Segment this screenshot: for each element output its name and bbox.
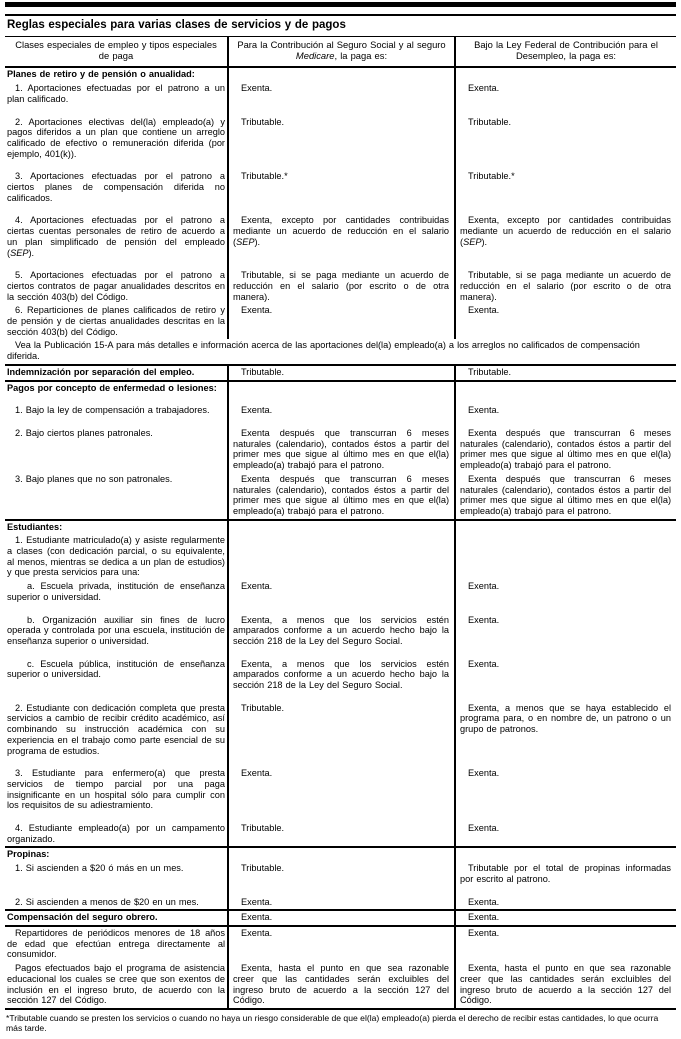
cell-futa: Exenta, excepto por cantidades contribuidas mediante un acuerdo de reducción en el salario (SEP). bbox=[455, 205, 676, 260]
cell-futa bbox=[455, 381, 676, 396]
cell-social-security-medicare: Exenta, a menos que los servicios estén amparados conforme a un acuerdo hecho bajo la sección 218 de la Ley del Seguro Social. bbox=[228, 605, 455, 649]
table-row bbox=[5, 260, 676, 304]
cell-futa: Exenta. bbox=[455, 813, 676, 847]
cell-futa: Exenta después que transcurran 6 meses naturales (calendario), contados éstos a partir del primer mes que sigue al último mes en que el(la) empleado(a) trabajó para el patrono. bbox=[455, 473, 676, 520]
cell-futa bbox=[455, 534, 676, 580]
cell-employment-class: 6. Reparticiones de planes calificados de retiro y de pensión y de ciertas anualidades descritas en la sección 403(b) del Código. bbox=[7, 305, 225, 337]
table-section bbox=[5, 520, 676, 848]
table-section bbox=[5, 910, 676, 926]
cell-social-security-medicare: Exenta. bbox=[228, 926, 455, 962]
cell-employment-class: 2. Si ascienden a menos de $20 en un mes. bbox=[15, 896, 199, 907]
col-header-social-security-medicare: Para la Contribución al Seguro Social y al seguro Medicare, la paga es: bbox=[228, 37, 455, 68]
cell-social-security-medicare: Tributable.* bbox=[228, 161, 455, 205]
table-row bbox=[5, 962, 676, 1009]
cell-employment-class: Propinas: bbox=[7, 849, 50, 860]
cell-employment-class: Estudiantes: bbox=[7, 521, 63, 532]
cell-futa: Exenta, a menos que se haya establecido el programa para, o en nombre de, un patrono o un grupo de patronos. bbox=[455, 693, 676, 759]
cell-futa: Exenta. bbox=[455, 758, 676, 813]
table-section bbox=[5, 926, 676, 1009]
table-section bbox=[5, 381, 676, 520]
table-row bbox=[5, 649, 676, 693]
table-row bbox=[5, 365, 676, 381]
note-cell: Vea la Publicación 15-A para más detalles e información acerca de las aportaciones del(la) empleado(a) a los arreglos no calificados de compensación diferida. bbox=[7, 340, 640, 362]
cell-social-security-medicare: Exenta. bbox=[228, 82, 455, 106]
table-head bbox=[5, 15, 676, 67]
title-row bbox=[5, 15, 676, 37]
table-title: Reglas especiales para varias clases de servicios y de pagos bbox=[5, 15, 676, 37]
cell-futa: Exenta, hasta el punto en que sea razonable creer que las cantidades serán excluibles del ingreso bruto de acuerdo a la sección 127 del Código. bbox=[455, 962, 676, 1009]
cell-futa: Tributable. bbox=[455, 365, 676, 381]
cell-social-security-medicare: Exenta, hasta el punto en que sea razonable creer que las cantidades serán excluibles del ingreso bruto de acuerdo a la sección 127 del Código. bbox=[228, 962, 455, 1009]
cell-employment-class: 3. Bajo planes que no son patronales. bbox=[15, 473, 173, 484]
cell-futa: Exenta. bbox=[455, 304, 676, 339]
cell-employment-class: 1. Estudiante matriculado(a) y asiste regularmente a clases (con dedicación parcial, o su equivalente, al menos, mientras se dedica a un plan de estudios) y que presta servicios para una: bbox=[7, 535, 225, 578]
table-row bbox=[5, 580, 676, 604]
cell-social-security-medicare bbox=[228, 520, 455, 535]
cell-social-security-medicare: Exenta, a menos que los servicios estén amparados conforme a un acuerdo hecho bajo la sección 218 de la Ley del Seguro Social. bbox=[228, 649, 455, 693]
cell-social-security-medicare: Exenta. bbox=[228, 304, 455, 339]
header-row bbox=[5, 37, 676, 68]
table-section bbox=[5, 847, 676, 910]
table-row bbox=[5, 395, 676, 418]
cell-futa: Exenta. bbox=[455, 926, 676, 962]
table-row bbox=[5, 520, 676, 535]
cell-futa bbox=[455, 520, 676, 535]
cell-social-security-medicare bbox=[228, 381, 455, 396]
table-section bbox=[5, 365, 676, 381]
cell-employment-class: Pagos efectuados bajo el programa de asistencia educacional los cuales se cree que son exentos de inclusión en el ingreso bruto, de acuerdo con la sección 127 del Código. bbox=[7, 963, 225, 1006]
cell-employment-class: b. Organización auxiliar sin fines de lucro operada y controlada por una escuela, institución de enseñanza superior o universidad. bbox=[7, 614, 225, 646]
cell-futa: Exenta. bbox=[455, 82, 676, 106]
cell-social-security-medicare: Tributable. bbox=[228, 813, 455, 847]
table-section bbox=[5, 67, 676, 364]
cell-social-security-medicare: Tributable. bbox=[228, 107, 455, 162]
cell-employment-class: 3. Estudiante para enfermero(a) que presta servicios de tiempo parcial por una paga insignificante en un hospital sólo para cumplir con los requisitos de su adiestramiento. bbox=[7, 768, 225, 811]
cell-futa: Exenta. bbox=[455, 910, 676, 926]
table-row bbox=[5, 910, 676, 926]
table-row bbox=[5, 67, 676, 82]
table-row bbox=[5, 693, 676, 759]
cell-social-security-medicare: Tributable. bbox=[228, 693, 455, 759]
note-row bbox=[5, 339, 676, 364]
cell-social-security-medicare: Exenta. bbox=[228, 580, 455, 604]
table-row bbox=[5, 82, 676, 106]
cell-employment-class: 2. Estudiante con dedicación completa que presta servicios a cambio de recibir crédito académico, así combinando su instrucción académica con su experiencia en el trabajo como parte esencial de su programa de estudios. bbox=[7, 702, 225, 756]
cell-employment-class: Planes de retiro y de pensión o anualidad: bbox=[7, 69, 195, 80]
cell-employment-class: Repartidores de periódicos menores de 18 años de edad que efectúan entrega directamente al consumidor. bbox=[7, 928, 225, 960]
table-row bbox=[5, 161, 676, 205]
table-row bbox=[5, 887, 676, 911]
cell-social-security-medicare: Exenta. bbox=[228, 758, 455, 813]
cell-futa bbox=[455, 847, 676, 862]
cell-social-security-medicare: Exenta. bbox=[228, 395, 455, 418]
cell-employment-class: Indemnización por separación del empleo. bbox=[7, 366, 195, 377]
table-row bbox=[5, 758, 676, 813]
top-rule bbox=[5, 2, 676, 7]
cell-social-security-medicare: Tributable, si se paga mediante un acuerdo de reducción en el salario (por escrito o de otra manera). bbox=[228, 260, 455, 304]
cell-employment-class: 4. Aportaciones efectuadas por el patrono a ciertas cuentas personales de retiro de acuerdo a un plan simplificado de pensión del empleado (SEP). bbox=[7, 215, 225, 258]
cell-social-security-medicare: Exenta. bbox=[228, 887, 455, 911]
table-row bbox=[5, 418, 676, 473]
cell-employment-class: 2. Aportaciones electivas del(la) empleado(a) y pagos diferidos a un plan que contiene un arreglo calificado de efectivo o remuneración diferida (por ejemplo, 401(k)). bbox=[7, 116, 225, 159]
cell-futa: Exenta. bbox=[455, 887, 676, 911]
cell-futa: Tributable por el total de propinas informadas por escrito al patrono. bbox=[455, 862, 676, 886]
table-row bbox=[5, 107, 676, 162]
cell-futa: Exenta. bbox=[455, 395, 676, 418]
cell-social-security-medicare: Tributable. bbox=[228, 862, 455, 886]
cell-social-security-medicare bbox=[228, 67, 455, 82]
table-row bbox=[5, 813, 676, 847]
cell-social-security-medicare: Exenta. bbox=[228, 910, 455, 926]
table-row bbox=[5, 205, 676, 260]
cell-social-security-medicare: Exenta después que transcurran 6 meses naturales (calendario), contados éstos a partir del primer mes que sigue al último mes en que el(la) empleado(a) trabajó para el patrono. bbox=[228, 418, 455, 473]
col-header-employment-class: Clases especiales de empleo y tipos especiales de paga bbox=[5, 37, 228, 68]
col-header-futa: Bajo la Ley Federal de Contribución para el Desempleo, la paga es: bbox=[455, 37, 676, 68]
cell-employment-class: 1. Si ascienden a $20 ó más en un mes. bbox=[15, 863, 184, 874]
table-row bbox=[5, 862, 676, 886]
cell-employment-class: 1. Aportaciones efectuadas por el patrono a un plan calificado. bbox=[7, 83, 225, 104]
table-row bbox=[5, 605, 676, 649]
cell-futa: Tributable. bbox=[455, 107, 676, 162]
cell-employment-class: 2. Bajo ciertos planes patronales. bbox=[15, 427, 153, 438]
cell-employment-class: 3. Aportaciones efectuadas por el patrono a ciertos planes de compensación diferida no calificados. bbox=[7, 171, 225, 203]
table-row bbox=[5, 473, 676, 520]
table-row bbox=[5, 381, 676, 396]
cell-social-security-medicare: Exenta después que transcurran 6 meses naturales (calendario), contados éstos a partir del primer mes que sigue al último mes en que el(la) empleado(a) trabajó para el patrono. bbox=[228, 473, 455, 520]
table-row bbox=[5, 847, 676, 862]
table-footnote: *Tributable cuando se presten los servicios o cuando no haya un riesgo considerable de que el(la) empleado(a) pierda el derecho de recibir estas cantidades, lo que ocurra más tarde. bbox=[6, 1012, 659, 1034]
cell-futa: Exenta. bbox=[455, 580, 676, 604]
cell-social-security-medicare bbox=[228, 534, 455, 580]
cell-futa: Tributable.* bbox=[455, 161, 676, 205]
cell-employment-class: 4. Estudiante empleado(a) por un campamento organizado. bbox=[7, 823, 225, 844]
special-rules-table bbox=[5, 14, 676, 1010]
cell-futa bbox=[455, 67, 676, 82]
cell-employment-class: c. Escuela pública, institución de enseñanza superior o universidad. bbox=[7, 658, 225, 680]
cell-employment-class: Compensación del seguro obrero. bbox=[7, 912, 158, 923]
cell-futa: Exenta. bbox=[455, 649, 676, 693]
cell-futa: Tributable, si se paga mediante un acuerdo de reducción en el salario (por escrito o de otra manera). bbox=[455, 260, 676, 304]
table-row bbox=[5, 926, 676, 962]
cell-futa: Exenta. bbox=[455, 605, 676, 649]
cell-employment-class: 1. Bajo la ley de compensación a trabajadores. bbox=[15, 405, 210, 416]
cell-social-security-medicare: Exenta, excepto por cantidades contribuidas mediante un acuerdo de reducción en el salario (SEP). bbox=[228, 205, 455, 260]
cell-social-security-medicare bbox=[228, 847, 455, 862]
cell-employment-class: 5. Aportaciones efectuadas por el patrono a ciertos contratos de pagar anualidades descritos en la sección 403(b) del Código. bbox=[7, 270, 225, 302]
cell-social-security-medicare: Tributable. bbox=[228, 365, 455, 381]
table-row bbox=[5, 304, 676, 339]
cell-employment-class: Pagos por concepto de enfermedad o lesiones: bbox=[7, 382, 217, 393]
table-row bbox=[5, 534, 676, 580]
cell-employment-class: a. Escuela privada, institución de enseñanza superior o universidad. bbox=[7, 581, 225, 602]
cell-futa: Exenta después que transcurran 6 meses naturales (calendario), contados éstos a partir del primer mes que sigue al último mes en que el(la) empleado(a) trabajó para el patrono. bbox=[455, 418, 676, 473]
